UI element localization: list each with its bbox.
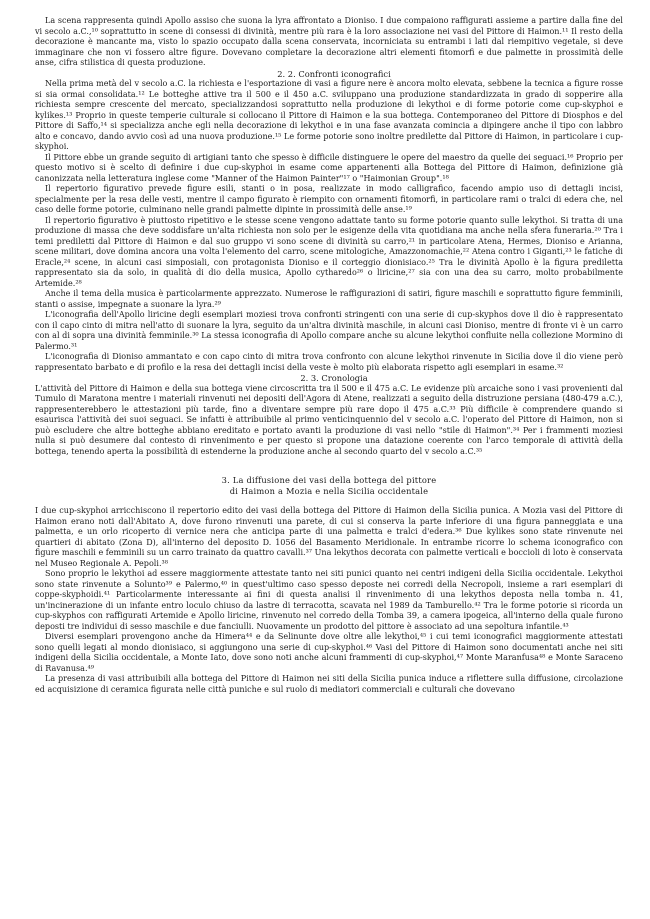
- paragraph: La scena rappresenta quindi Apollo assiso che suona la lyra affrontato a Dioniso. I due compaiono raffigurati assieme a partire dalla fine del vi secolo a.C.,¹⁰ soprattutto in scene di consessi di divinità, mentre più rara è la loro associazione nei vasi del Pittore di Haimon.¹¹ Il resto della decorazione è mancante ma, visto lo spazio occupato dalla scena conservata, incorniciata su entrambi i lati dal riempitivo vegetale, si deve immaginare che non vi fossero altre figure. Dovevano completare la decorazione altri elementi fitomorfi e due palmette in prossimità delle anse, cifra stilistica di questa produzione.: [35, 16, 623, 67]
- paragraph: La presenza di vasi attribuibili alla bottega del Pittore di Haimon nei siti della Sicilia punica induce a riflettere sulla diffusione, circolazione ed acquisizione di ceramica figurata nelle città puniche e sul ruolo di mediatori commerciali e culturali che dovevano: [35, 674, 623, 694]
- paragraph: L'iconografia di Dioniso ammantato e con capo cinto di mitra trova confronto con alcune lekythoi rinvenute in Sicilia dove il dio viene però rappresentato barbato e di profilo e la resa dei dettagli incisi della veste è molto più elaborata rispetto agli esemplari in esame.³²: [35, 352, 623, 372]
- document-page: [35, 16, 623, 695]
- paragraph: Il repertorio figurativo prevede figure esili, stanti o in posa, realizzate in modo calligrafico, facendo ampio uso di dettagli incisi, specialmente per la resa delle vesti, mentre il campo figurato è riempito con ornamenti fitomorfi, in particolare rami o tralci di edera che, nel caso delle forme potorie, culminano nelle grandi palmette dipinte in prossimità delle anse.¹⁹: [35, 184, 623, 214]
- paragraph: L'attività del Pittore di Haimon e della sua bottega viene circoscritta tra il 500 e il 475 a.C. Le evidenze più arcaiche sono i vasi provenienti dal Tumulo di Maratona mentre i materiali rinvenuti nei depositi dell'Agora di Atene, realizzati a seguito della distruzione persiana (480-479 a.C.), rappresenterebbero le attestazioni più tarde, fino a diventare sempre più rare dopo il 475 a.C.³³ Più difficile è comprendere quando si esaurisca l'attività dei suoi seguaci. Se infatti è attribuibile al primo venticinquennio del v secolo a.C. l'operato del Pittore di Haimon, non si può escludere che altre botteghe abbiano ereditato e portato avanti la produzione di vasi nello "stile di Haimon".³⁴ Per i frammenti moziesi nulla si può desumere dal contesto di rinvenimento e per questo si propone una datazione coerente con l'arco temporale di attività della bottega, tenendo aperta la possibilità di estenderne la produzione anche al secondo quarto del v secolo a.C.³⁵: [35, 383, 623, 456]
- paragraph: Nella prima metà del v secolo a.C. la richiesta e l'esportazione di vasi a figure nere è ancora molto elevata, sebbene la tecnica a figure rosse si sia ormai consolidata.¹² Le botteghe attive tra il 500 e il 450 a.C. sviluppano una produzione standardizzata in grado di sopperire alla richiesta sempre crescente del mercato, specializzandosi soprattutto nella produzione di lekythoi e di forme potorie come cup-skyphoi e kylikes.¹³ Proprio in queste temperie culturale si collocano il Pittore di Haimon e la sua bottega. Contemporaneo del Pittore di Diosphos e del Pittore di Saffo,¹⁴ si specializza anche egli nella decorazione di lekythoi e in una fase avanzata comincia a dipingere anche il tipo con labbro alto e concavo, dando avvio così ad una nuova produzione.¹⁵ Le forme potorie sono inoltre predilette dal Pittore di Haimon, in particolare i cup-skyphoi.: [35, 79, 623, 151]
- chapter-heading: [35, 475, 623, 497]
- paragraph: Sono proprio le lekythoi ad essere maggiormente attestate tanto nei siti punici quanto nei centri indigeni della Sicilia occidentale. Lekythoi sono state rinvenute a Soluntо³⁹ e Palermo,⁴⁰ in quest'ultimo caso spesso deposte nei corredi della Necropoli, insieme a rari esemplari di coppe-skyphoidi.⁴¹ Particolarmente interessante ai fini di questa analisi il rinvenimento di una lekythos deposta nella tomba n. 41, un'incinerazione di un infante entro loculo chiuso da lastre di terracotta, scavata nel 1989 da Tamburello.⁴² Tra le forme potorie si ricorda un cup-skyphos con raffigurati Artemide e Apollo liricine, rinvenuto nel corredo della Tomba 39, a camera ipogeica, all'interno della quale furono deposti tre individui di sesso maschile e due fanciulli. Nuovamente un prodotto del pittore è associato ad una sepoltura infantile.⁴³: [35, 569, 623, 631]
- paragraph: Anche il tema della musica è particolarmente apprezzato. Numerose le raffigurazioni di satiri, figure maschili e soprattutto figure femminili, stanti o assise, impegnate a suonare la lyra.²⁹: [35, 289, 623, 309]
- section-heading: 2. 3. Cronologia: [300, 373, 368, 383]
- chapter-heading-line: 3. La diffusione dei vasi della bottega del pittore: [221, 475, 437, 485]
- paragraph: I due cup-skyphoi arricchiscono il repertorio edito dei vasi della bottega del Pittore di Haimon della Sicilia punica. A Mozia vasi del Pittore di Haimon erano noti dall'Abitato A, dove furono rinvenuti una parete, di cui si conserva la parte inferiore di una figura panneggiata e una palmetta, e un orlo ricoperto di vernice nera che anticipa parte di una palmetta e tralci d'edera.³⁶ Due kylikes sono state rinvenute nei quartieri di abitato (Zona D), all'interno del deposito D. 1056 del Basamento Meridionale. In entrambe ricorre lo schema iconografico con figure maschili e femminili su un carro trainato da quattro cavalli.³⁷ Una lekythos decorata con palmette verticali e boccioli di loto è conservata nel Museo Regionale A. Pepoli.³⁸: [35, 506, 623, 568]
- paragraph: Il Pittore ebbe un grande seguito di artigiani tanto che spesso è difficile distinguere le opere del maestro da quelle dei seguaci.¹⁶ Proprio per questo motivo si è scelto di definire i due cup-skyphoi in esame come appartenenti alla Bottega del Pittore di Haimon, definizione già canonizzata nella letteratura inglese come "Manner of the Haimon Painter"¹⁷ o "Haimonian Group".¹⁸: [35, 152, 623, 183]
- paragraph: L'iconografia dell'Apollo liricine degli esemplari moziesi trova confronti stringenti con una serie di cup-skyphos dove il dio è rappresentato con il capo cinto di mitra nell'atto di suonare la lyra, seguito da un'altra divinità maschile, in alcuni casi Dioniso, mentre di fronte vi è un carro con al di sopra una divinità femminile.³⁰ La stessa iconografia di Apollo compare anche su alcune lekythoi confluite nella collezione Mormino di Palermo.³¹: [35, 310, 623, 351]
- paragraph: Diversi esemplari provengono anche da Himera⁴⁴ e da Selinunte dove oltre alle lekythoi,⁴⁵ i cui temi iconografici maggiormente attestati sono quelli legati al mondo dionisiaco, si aggiungono una serie di cup-skyphoi.⁴⁶ Vasi del Pittore di Haimon sono documentati anche nei siti indigeni della Sicilia occidentale, a Monte Iato, dove sono noti anche alcuni frammenti di cup-skyphoi,⁴⁷ Monte Maranfusa⁴⁸ e Monte Saraceno di Ravanusa.⁴⁹: [35, 632, 623, 673]
- paragraph: Il repertorio figurativo è piuttosto ripetitivo e le stesse scene vengono adattate tanto su forme potorie quanto sulle lekythoi. Si tratta di una produzione di massa che deve soddisfare un'alta richiesta non solo per le esigenze della vita quotidiana ma anche nella sfera funeraria.²⁰ Tra i temi prediletti dal Pittore di Haimon e dal suo gruppo vi sono scene di divinità su carro,²¹ in particolare Atena, Hermes, Dioniso e Arianna, scene militari, dove domina ancora una volta l'elemento del carro, scene mitologiche, Amazzonomachie,²² Atena contro i Giganti,²³ le fatiche di Eracle,²⁴ scene, in alcuni casi simposiali, con protagonista Dioniso e il corteggio dionisiaco.²⁵ Tra le divinità Apollo è la figura prediletta rappresentato sia da solo, in qualità di dio della musica, Apollo cytharedo²⁶ o liricine,²⁷ sia con una dea su carro, molto probabilmente Artemide.²⁸: [35, 215, 623, 288]
- section-heading: 2. 2. Confronti iconografici: [277, 68, 391, 79]
- chapter-heading-line: di Haimon a Mozia e nella Sicilia occidentale: [229, 486, 429, 496]
